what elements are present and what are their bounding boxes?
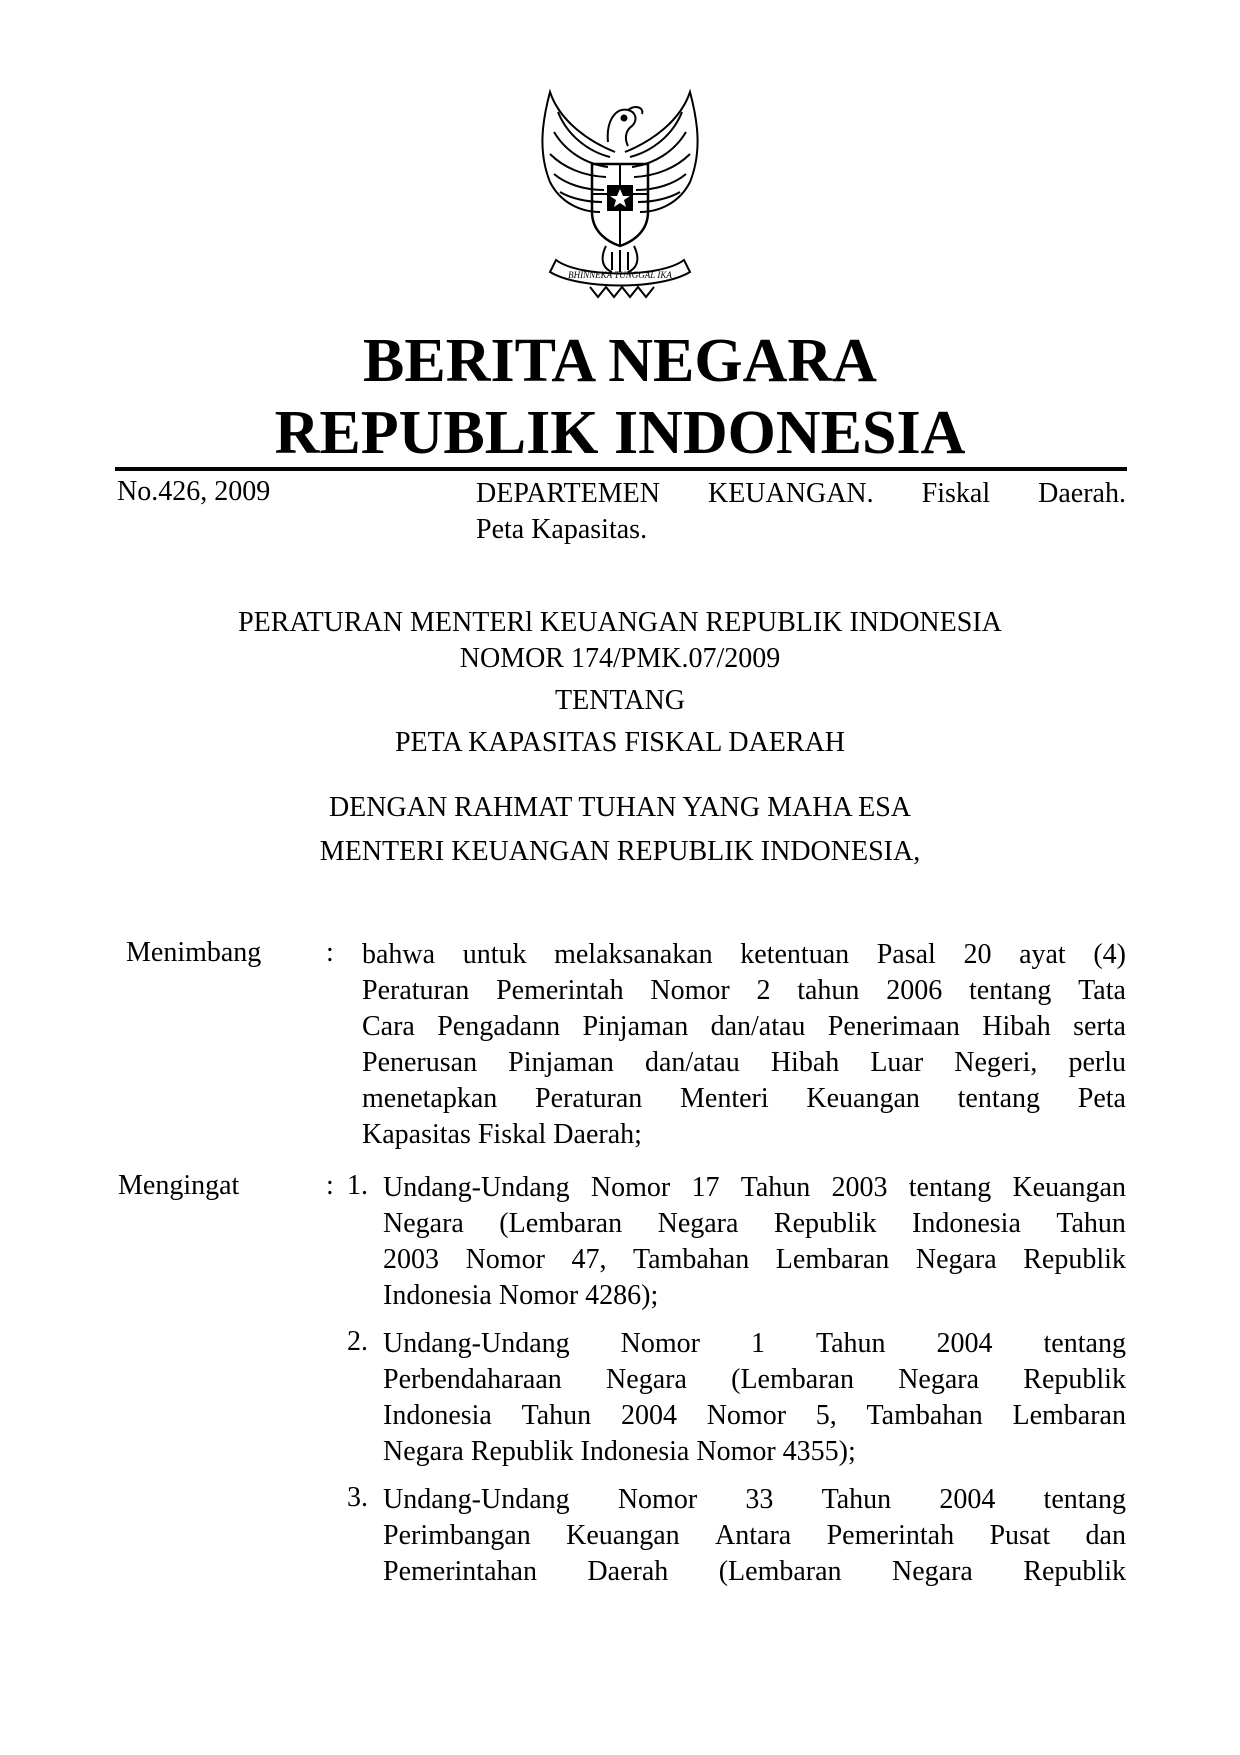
subject-line-2: Peta Kapasitas. [476,514,648,545]
item-number: 1. [347,1170,368,1201]
word: Pasal [876,939,936,970]
word: Nomor [617,1484,698,1515]
word: Hibah [770,1047,840,1078]
subject-word: Fiskal [921,478,991,509]
preamble-line-1: DENGAN RAHMAT TUHAN YANG MAHA ESA [328,792,912,823]
item-number: 2. [347,1326,368,1357]
issue-number: No.426, 2009 [117,476,271,507]
word: Penerusan [362,1047,478,1078]
word: Negara [383,1208,464,1239]
word: 2004 [620,1400,677,1431]
word: tentang [968,975,1052,1006]
word: untuk [462,939,527,970]
word: Perimbangan [383,1520,531,1551]
word: Lembaran [1012,1400,1126,1431]
item-number: 3. [347,1482,368,1513]
word: Pinjaman [508,1047,614,1078]
mengingat-item-1 [383,1170,1126,1314]
masthead-line-2: REPUBLIK INDONESIA [274,399,966,467]
word: Nomor [706,1400,787,1431]
subject-word: DEPARTEMEN [476,478,660,509]
word: Pinjaman [582,1011,689,1042]
word: Undang-Undang [383,1328,570,1359]
word: Tahun [815,1328,886,1359]
menimbang-label: Menimbang [126,937,262,968]
word: Tata [1078,975,1126,1006]
word: dan [1085,1520,1126,1551]
word: Nomor [650,975,730,1006]
word: 2004 [936,1328,993,1359]
word: 2003 [831,1172,888,1203]
word: Keuangan [806,1083,920,1114]
word: Menteri [680,1083,769,1114]
mengingat-item-2 [383,1326,1126,1470]
word: Nomor [590,1172,671,1203]
word: 2003 [383,1244,439,1275]
issue-subject [476,476,1126,548]
text-line [383,1362,1126,1398]
word: Pemerintahan [383,1556,537,1587]
word: dan/atau [710,1011,806,1042]
word: Lembaran [775,1244,890,1275]
mengingat-colon: : [326,1170,334,1201]
mengingat-label: Mengingat [118,1170,240,1201]
word: ayat [1019,939,1066,970]
word: Indonesia [912,1208,1021,1239]
word: Republik [1023,1556,1126,1587]
text-line [383,1398,1126,1434]
word: Negara [892,1556,973,1587]
text-line: Kapasitas Fiskal Daerah; [362,1119,642,1150]
subject-word: Daerah. [1038,478,1126,509]
word: Undang-Undang [383,1484,570,1515]
word: Luar [870,1047,924,1078]
word: Cara [362,1011,415,1042]
regulation-title: PERATURAN MENTERl KEUANGAN REPUBLIK INDONESIA [238,607,1002,638]
word: serta [1073,1011,1126,1042]
text-line [383,1170,1126,1206]
word: (Lembaran [731,1364,854,1395]
word: 1 [750,1328,765,1359]
word: Penerimaan [827,1011,960,1042]
menimbang-colon: : [326,937,334,968]
word: 17 [691,1172,720,1203]
text-line: Indonesia Nomor 4286); [383,1280,659,1311]
word: Undang-Undang [383,1172,570,1203]
word: perlu [1068,1047,1126,1078]
word: Negeri, [954,1047,1038,1078]
subject-word: KEUANGAN. [707,478,874,509]
word: Tahun [1056,1208,1126,1239]
word: tentang [1043,1328,1126,1359]
text-line [383,1554,1126,1590]
word: Republik [1023,1244,1126,1275]
word: Nomor [620,1328,700,1359]
regulation-tentang: TENTANG [555,685,685,716]
text-line [383,1482,1126,1518]
word: Pemerintah [496,975,624,1006]
word: menetapkan [362,1083,498,1114]
word: Hibah [982,1011,1051,1042]
word: Pengadann [437,1011,561,1042]
masthead-rule [115,467,1127,471]
word: Tahun [821,1484,892,1515]
word: Negara [898,1364,980,1395]
word: Negara [606,1364,687,1395]
word: Negara [915,1244,997,1275]
text-line [383,1242,1126,1278]
word: Daerah [587,1556,669,1587]
word: (Lembaran [499,1208,623,1239]
mengingat-item-3 [383,1482,1126,1590]
menimbang-text [362,937,1126,1153]
text-line [362,1009,1126,1045]
word: Tambahan [866,1400,983,1431]
preamble-line-2: MENTERI KEUANGAN REPUBLIK INDONESIA, [319,836,921,867]
word: 2004 [939,1484,996,1515]
word: Indonesia [383,1400,492,1431]
regulation-subject: PETA KAPASITAS FISKAL DAERAH [394,727,846,758]
word: tentang [908,1172,992,1203]
word: 2 [756,975,771,1006]
text-line [383,1326,1126,1362]
emblem-motto: BHINNEKA TUNGGAL IKA [568,270,672,280]
word: Tahun [521,1400,592,1431]
text-line [362,1081,1126,1117]
text-line [383,1518,1126,1554]
word: dan/atau [644,1047,740,1078]
word: tentang [957,1083,1041,1114]
word: ketentuan [740,939,850,970]
word: bahwa [362,939,436,970]
word: 2006 [886,975,943,1006]
word: Peraturan [535,1083,643,1114]
word: Peta [1077,1083,1126,1114]
word: (Lembaran [718,1556,842,1587]
word: Tambahan [633,1244,750,1275]
word: Negara [657,1208,739,1239]
word: tentang [1043,1484,1126,1515]
garuda-pancasila-emblem-icon [520,82,720,302]
word: Peraturan [362,975,470,1006]
word: Republik [1023,1364,1126,1395]
word: Perbendaharaan [383,1364,562,1395]
word: 33 [745,1484,774,1515]
word: 5, [815,1400,837,1431]
word: Nomor [465,1244,545,1275]
text-line [362,1045,1126,1081]
word: Keuangan [1012,1172,1126,1203]
regulation-number: NOMOR 174/PMK.07/2009 [459,643,781,674]
word: melaksanakan [554,939,713,970]
word: (4) [1093,939,1126,970]
word: Republik [773,1208,877,1239]
word: Pemerintah [826,1520,955,1551]
word: 47, [571,1244,607,1275]
word: Tahun [740,1172,811,1203]
text-line [362,937,1126,973]
text-line [383,1206,1126,1242]
text-line [362,973,1126,1009]
masthead-line-1: BERITA NEGARA [363,327,877,395]
word: Pusat [989,1520,1051,1551]
word: 20 [963,939,992,970]
text-line: Negara Republik Indonesia Nomor 4355); [383,1436,856,1467]
word: Keuangan [566,1520,680,1551]
word: tahun [797,975,860,1006]
word: Antara [715,1520,792,1551]
